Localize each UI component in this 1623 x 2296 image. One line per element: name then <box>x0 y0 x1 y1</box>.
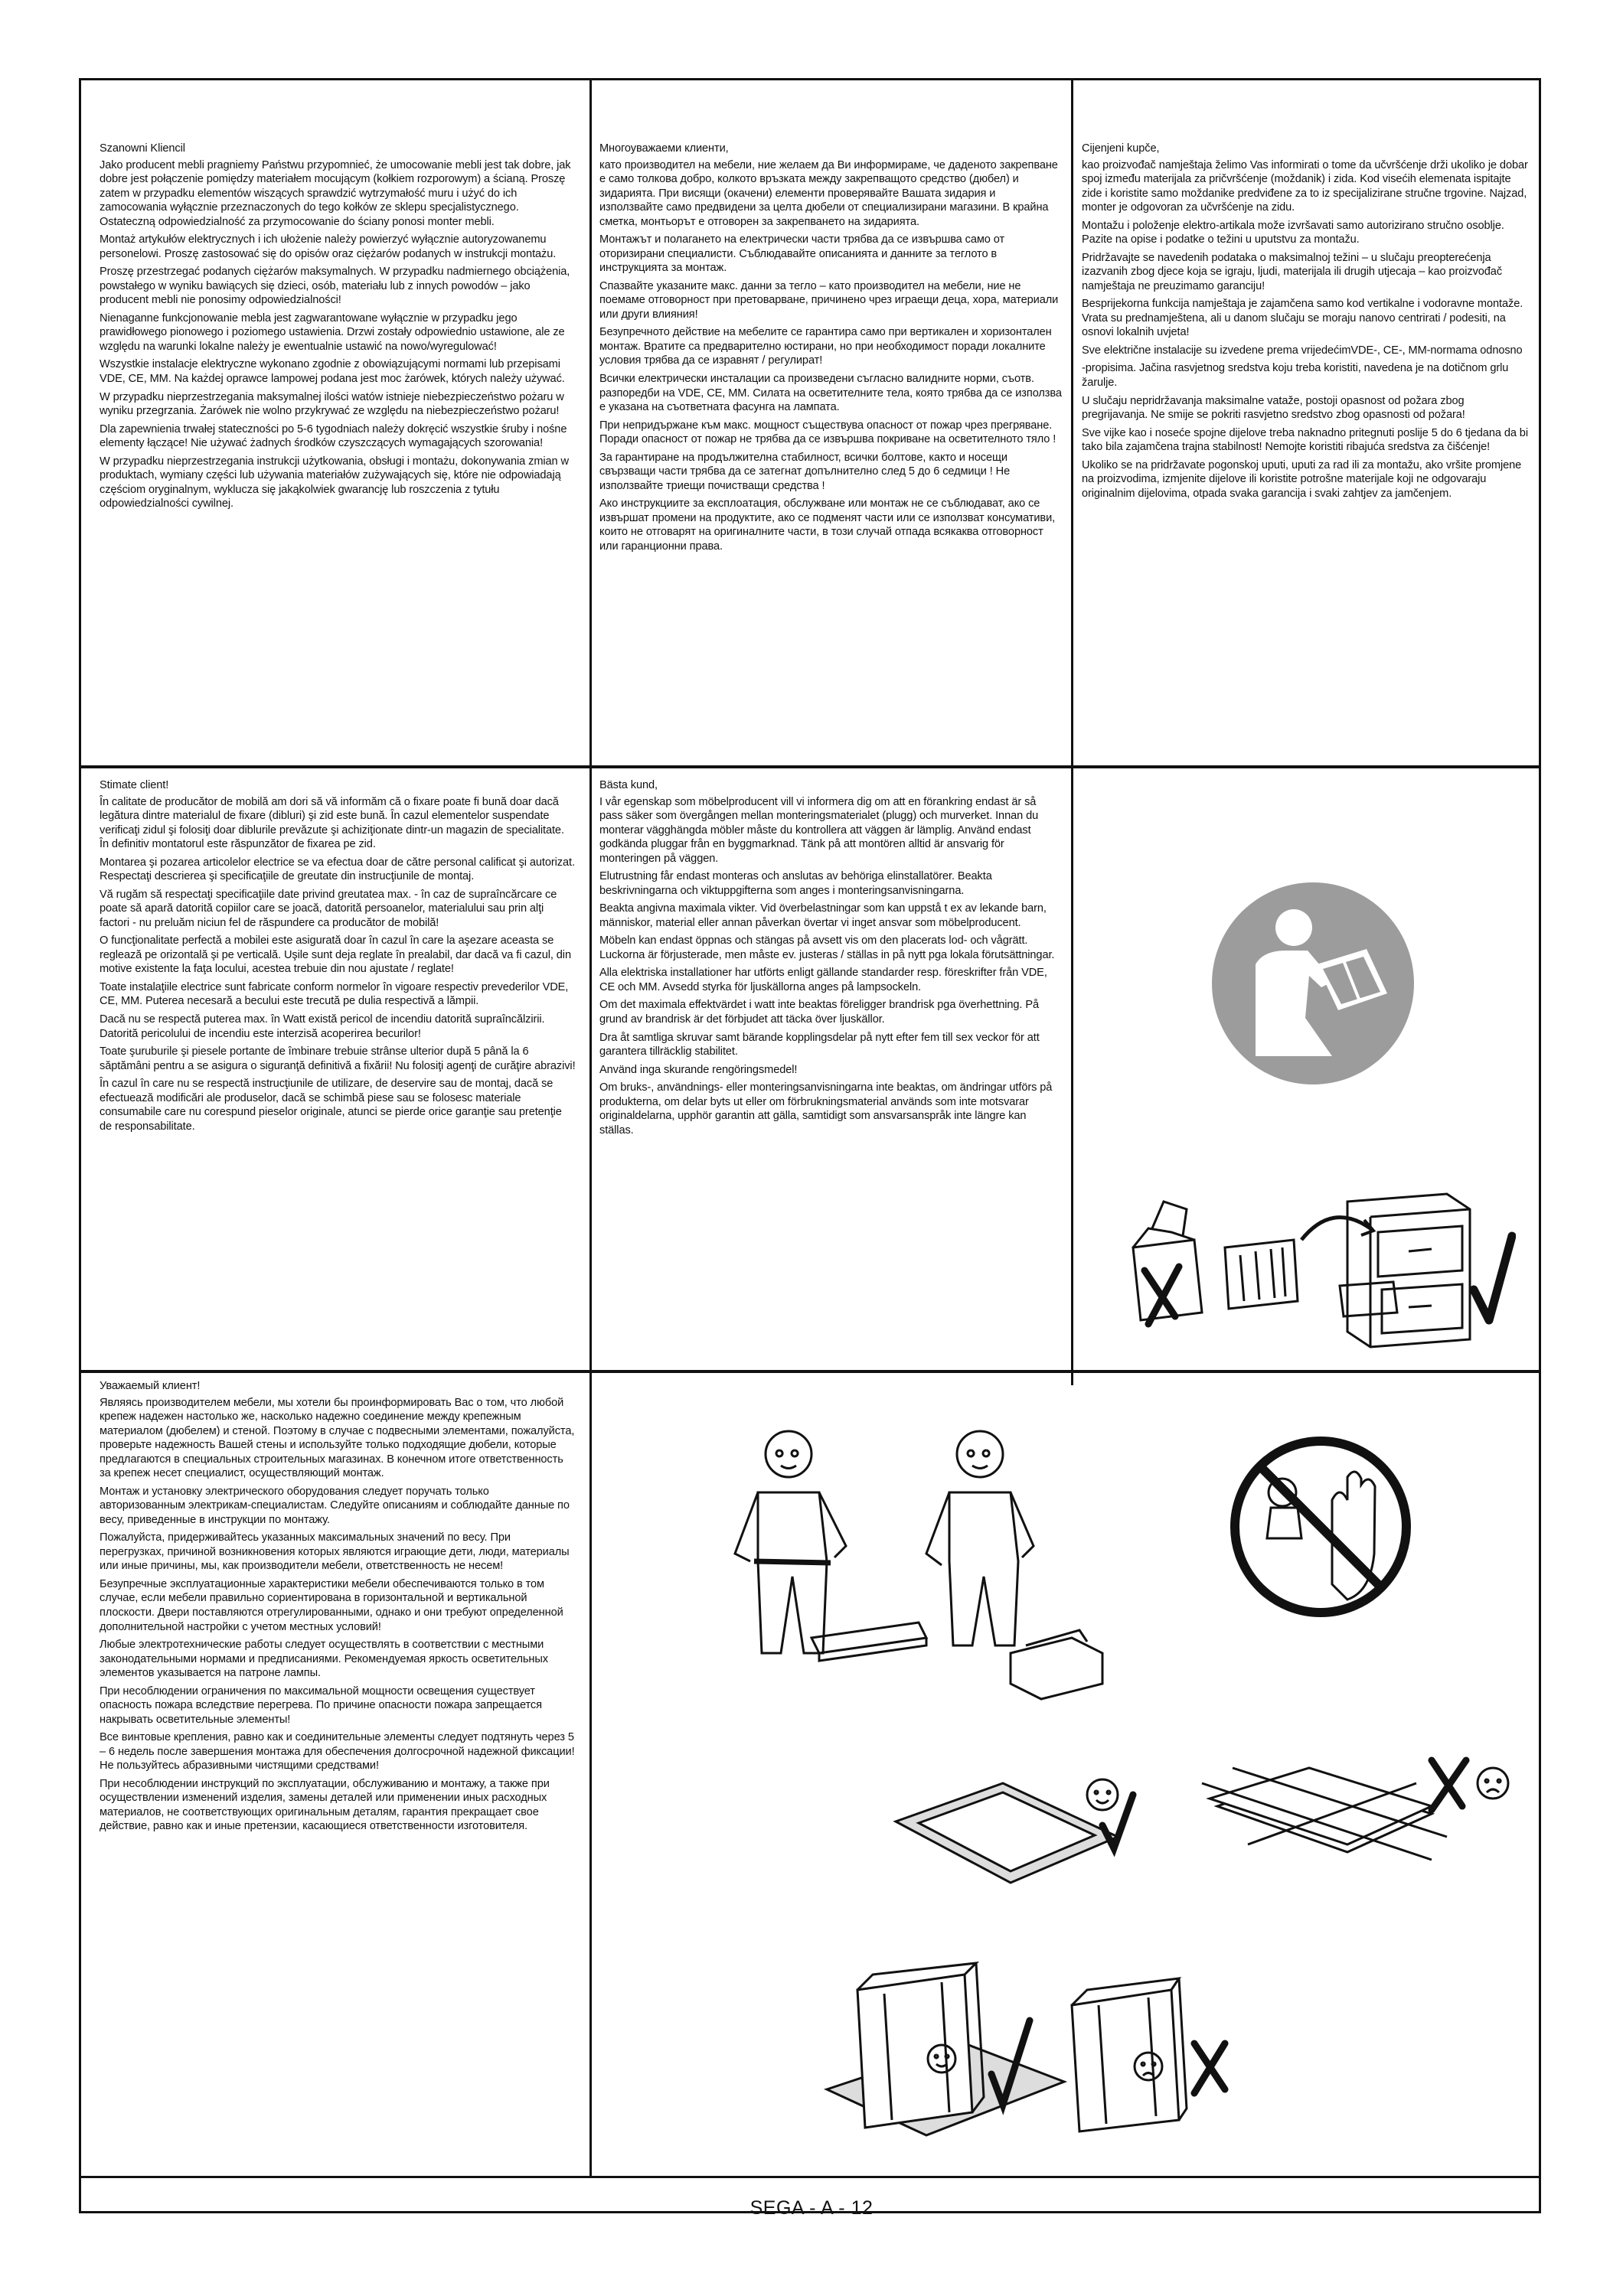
assemble-on-mat-icon <box>880 1753 1539 1921</box>
section-greeting: Многоуважаеми клиенти, <box>599 142 729 155</box>
section-paragraph: kao proizvođač namještaja želimo Vas informirati o tome da učvršćenje drži ukoliko je dobar spoj između materijala za pričvršćenje (moždanik) i zida. Kod visećih elemenata ispitajte zide i koristite samo moždanike predviđene za to iz specijalizirane stručne trgovine. Najzad, monter je odgovoran za učvršćenje na zidu. <box>1082 158 1528 214</box>
section-paragraph: Sve vijke kao i noseće spojne dijelove treba naknadno pritegnuti poslije 5 do 6 tjedana da bi tako bila zajamčena trajna stabilnost! Nemojte koristiti ribajuća sredstva za čišćenje! <box>1082 426 1528 454</box>
two-workers-carrying-board-icon <box>720 1424 1118 1714</box>
section-paragraph: При непридържане към макс. мощност съществува опасност от пожар чрез прегряване. Поради опасност от пожар не трябва да се извършва покриване на осветителното тяло ! <box>599 419 1056 446</box>
section-greeting: Уважаемый клиент! <box>100 1380 201 1392</box>
section-paragraph: U slučaju nepridržavanja maksimalne vataže, postoji opasnost od požara zbog pregrijavanja. Ne smije se pokriti rasvjetno sredstvo zbog opasnosti od požara! <box>1082 394 1465 422</box>
section-paragraph: За гарантиране на продължителна стабилност, всички болтове, както и носещи свързващи части трябва да се затегнат допълнително след 5 до 6 седмици ! Не използвайте триещи почистващи средства ! <box>599 451 1011 492</box>
section-paragraph: Montaż artykułów elektrycznych i ich ułożenie należy powierzyć wyłącznie autoryzowanemu personelowi. Proszę zastosować się do opisów oraz ciężarów podanych w instrukcji montażu. <box>100 233 557 260</box>
section-paragraph: Alla elektriska installationer har utförts enligt gällande standarder resp. föreskrifter från VDE, CE och MM. Avsedd styrka för ljuskällorna anges på lampsockeln. <box>599 967 1047 993</box>
section-paragraph: În calitate de producător de mobilă am dori să vă informăm că o fixare poate fi bună doar dacă legătura dintre materialul de fixare (dibluri) şi zid este bună. În cazul elementelor suspendate verificaţi zidul şi folosiţi doar diblurile prevăzute şi achiziţionate dintr-un magazin de specialitate. În definitiv montatorul este răspunzător de fixarea pe zid. <box>100 795 564 851</box>
section-romanian <box>100 778 576 1364</box>
section-paragraph: Om det maximala effektvärdet i watt inte beaktas föreligger brandrisk pga överhettning. På grund av brandrisk är det förbjudet att täcka över ljuskällor. <box>599 999 1039 1026</box>
section-paragraph: O funcţionalitate perfectă a mobilei este asigurată doar în cazul în care la aşezare aceasta se reglează pe orizontală şi pe verticală. Uşile sunt deja reglate în prealabil, dar dacă va fi cazul, din motive existente la faţa locului, acestea trebuie din nou ajustate / reglate! <box>100 934 571 976</box>
section-paragraph: În cazul în care nu se respectă instrucţiunile de utilizare, de deservire sau de montaj, dacă se efectuează modificări ale produselor, dacă se schimbă piese sau se folosesc materiale consumabile care nu corespund pieselor originale, atunci se pierde orice garanţie sau pretenţie de responsabilitate. <box>100 1078 562 1133</box>
section-paragraph: Vă rugăm să respectaţi specificaţiile date privind greutatea max. - în caz de supraîncărcare ce poate să apară datorită copiilor care se joacă, datorită persoanelor, materialului sau prin alţi factori - nu preluăm niciun fel de răspundere ca producător de mobilă! <box>100 888 557 929</box>
section-paragraph: Sve električne instalacije su izvedene prema vrijedećimVDE-, CE-, MM-normama odnosno <box>1082 344 1523 357</box>
section-paragraph: -propisima. Jačina rasvjetnog sredstva koju treba koristiti, navedena je na dotičnom grlu žarulje. <box>1082 362 1509 389</box>
section-paragraph: Möbeln kan endast öppnas och stängas på avsett vis om den placerats lod- och vågrätt. Luckorna är förjusterade, men måste ev. justeras / ställas in på nytt pga lokala förutsättningar. <box>599 934 1055 961</box>
section-paragraph: Elutrustning får endast monteras och anslutas av behöriga elinstallatörer. Beakta beskrivningarna och viktuppgifterna som anges i monteringsanvisningarna. <box>599 870 992 897</box>
section-paragraph: Nienaganne funkcjonowanie mebla jest zagwarantowane wyłącznie w przypadku jego prawidłowego pionowego i poziomego ustawienia. Drzwi zostały odpowiednio ustawione, ale ze względu na warunki lokalne należy je ewentualnie ustawić na nowo/wyregulować! <box>100 311 565 353</box>
section-paragraph: Toate şuruburile şi piesele portante de îmbinare trebuie strânse ulterior după 5 până la 6 săptămâni pentru a se asigura o siguranţă definitivă a fixării! Nu folosiţi agenţi de curăţire abrazivi! <box>100 1045 576 1072</box>
section-paragraph: Все винтовые крепления, равно как и соединительные элементы следует подтянуть через 5 – 6 недель после завершения монтажа для обеспечения долгосрочной надежной фиксации! Не пользуйтесь абразивными чистящими средствами! <box>100 1731 575 1773</box>
section-paragraph: W przypadku nieprzestrzegania maksymalnej ilości watów istnieje niebezpieczeństwo pożaru w wyniku przegrzania. Żarówek nie wolno przykrywać ze względu na niebezpieczeństwo pożaru! <box>100 390 564 418</box>
section-greeting: Szanowni Kliencil <box>100 142 185 155</box>
section-paragraph: Besprijekorna funkcija namještaja je zajamčena samo kod vertikalne i vodoravne montaže. Vrata su prednamještena, ali u danom slučaju se moraju nanovo centrirati / podesiti, na osnovi lokalnih uvjeta! <box>1082 298 1523 339</box>
section-paragraph: като производител на мебели, ние желаем да Ви информираме, че даденото закрепване е само толкова добро, колкото връзката между закрепващото средство (дюбел) и зидарията. При висящи (окачени) елементи проверявайте Вашата зидария и използвайте само предвидени за целта дюбели от специализирани магазини. В крайна сметка, монтьорът е отговорен за закрепването на зидарията. <box>599 158 1058 228</box>
row-divider-middle <box>81 1370 1539 1373</box>
section-greeting: Bästa kund, <box>599 779 658 791</box>
section-paragraph: Toate instalaţiile electrice sunt fabricate conform normelor în vigoare respectiv prevederilor VDE, CE, MM. Puterea necesară a becului este trecută pe dulia respectivă a lămpii. <box>100 980 569 1008</box>
section-paragraph: Montarea şi pozarea articolelor electrice se va efectua doar de către personal calificat şi autorizat. Respectaţi descrierea şi specificaţiile de greutate din instrucţiunile de montaj. <box>100 856 575 883</box>
section-polish <box>100 142 576 758</box>
page-footer: SEGA - A - 12 <box>749 2197 874 2219</box>
section-paragraph: Dra åt samtliga skruvar samt bärande kopplingsdelar på nytt efter fem till sex veckor för att garantera tillräcklig stabilitet. <box>599 1031 1040 1058</box>
section-greeting: Cijenjeni kupče, <box>1082 142 1160 155</box>
section-russian <box>100 1379 576 2171</box>
section-croatian <box>1082 142 1530 758</box>
section-paragraph: Ако инструкциите за експлоатация, обслужване или монтаж не се съблюдават, ако се извършат промени на продуктите, ако се подменят части или се използват консумативи, които не отговарят на оригиналните части, в този случай отпада всякаква отговорност или гаранционни права. <box>599 497 1056 553</box>
section-paragraph: W przypadku nieprzestrzegania instrukcji użytkowania, obsługi i montażu, dokonywania zmian w produktach, wymiany części lub używania materiałów zużywających się, które nie odpowiadają częściom oryginalnym, wyklucza się jakąkolwiek gwarancję lub roszczenia z tytułu odpowiedzialności cywilnej. <box>100 455 569 510</box>
column-divider-right <box>1071 80 1073 1385</box>
section-paragraph: Любые электротехнические работы следует осуществлять в соответствии с местными законодательными нормами и предписаниями. Рекомендуемая яркость осветительных элементов указывается на патроне лампы. <box>100 1639 548 1680</box>
section-paragraph: Являясь производителем мебели, мы хотели бы проинформировать Вас о том, что любой крепеж надежен настолько же, насколько надежно соединение между крепежным материалом (дюбелем) и стеной. Поэтому в случае с подвесными элементами, пожалуйста, проверьте надежность Вашей стены и используйте только подходящие дюбели, которые предлагаются в специальных строительных магазинах. В конечном итоге ответственность за крепеж несет специалист, осуществляющий монтаж. <box>100 1396 575 1480</box>
section-greeting: Stimate client! <box>100 779 169 791</box>
section-paragraph: Безупречные эксплуатационные характеристики мебели обеспечиваются только в том случае, если мебели правильно сориентирована в горизонтальной и вертикальной плоскости. Двери поставляются отрегулированными, однако и они требуют определенной дополнительной настройки с учетом местных условий! <box>100 1577 563 1633</box>
section-paragraph: Dla zapewnienia trwałej stateczności po 5-6 tygodniach należy dokręcić wszystkie śruby i nośne elementy łączące! Nie używać żadnych środków czyszczących wymagających szorowania! <box>100 422 567 450</box>
section-paragraph: Ukoliko se na pridržavate pogonskoj uputi, uputi za rad ili za montažu, ako vršite promjene na proizvodima, izmjenite dijelove ili koristite potrošne materijale koji ne odgovaraju originalnim dijelovima, otpada svaka garancija i svaki zahtjev za jamčenjem. <box>1082 458 1522 500</box>
read-instructions-icon <box>1210 880 1416 1087</box>
cabinet-on-mat-icon <box>812 1959 1317 2151</box>
section-bulgarian <box>599 142 1062 758</box>
section-paragraph: Dacă nu se respectă puterea max. în Watt există pericol de incendiu datorită supraîncălzirii. Datorită pericolului de incendiu este interzisă acoperirea becurilor! <box>100 1013 545 1040</box>
section-paragraph: При несоблюдении инструкций по эксплуатации, обслуживанию и монтажу, а также при осуществлении изменений изделия, замены деталей или применении иных расходных материалов, не соответствующих оригинальным деталям, гарантия прекращает свое действие, равно как и иные претензии, касающиеся ответственности изготовителя. <box>100 1777 550 1833</box>
section-paragraph: Montažu i položenje elektro-artikala može izvršavati samo autorizirano stručno osoblje. Pazite na opise i podatke o težini u uputstvu za montažu. <box>1082 219 1504 246</box>
section-swedish <box>599 778 1062 1364</box>
section-paragraph: Om bruks-, användnings- eller monteringsanvisningarna inte beaktas, om ändringar utförs på produkterna, om delar byts ut eller om förbrukningsmaterial används som inte motsvarar originaldelarna, upphör garantin att gälla, samtidigt som ansvarsanspråk inte längre kan ställas. <box>599 1081 1053 1137</box>
section-paragraph: I vår egenskap som möbelproducent vill vi informera dig om att en förankring endast är så pass säker som övergången mellan monteringsmaterialet (plugg) och murverket. Innan du monterar vägghängda möbler måste du kontrollera att väggen är lämplig. Använd endast godkända pluggar från en byggmarknad. Tänk på att montören alltid är ansvarig för monteringen på väggen. <box>599 795 1039 865</box>
section-paragraph: Всички електрически инсталации са произведени съгласно валидните норми, съотв. разпоредби на VDE, CE, MM. Силата на осветителните тела, която трябва да се използва е указана на съответната фасунга на лампата. <box>599 372 1062 414</box>
column-divider-left <box>589 80 592 2176</box>
section-paragraph: Спазвайте указаните макс. данни за тегло – като производител на мебели, ние не поемаме отговорност при претоварване, причинено чрез играещи деца, хора, материали или други влияния! <box>599 279 1059 321</box>
section-paragraph: При несоблюдении ограничения по максимальной мощности освещения существует опасность пожара вследствие перегрева. По причине опасности пожара запрещается накрывать осветительные элементы! <box>100 1684 542 1726</box>
section-paragraph: Använd inga skurande rengöringsmedel! <box>599 1063 798 1076</box>
section-paragraph: Pridržavajte se navedenih podataka o maksimalnoj težini – u slučaju preopterećenja izazvanih zbog djece koja se igraju, ljudi, materijala ili drugih utjecaja – kao proizvođač namještaja ne preuzimamo garanciju! <box>1082 251 1503 292</box>
section-paragraph: Jako producent mebli pragniemy Państwu przypomnieć, że umocowanie mebli jest tak dobre, jak dobre jest połączenie pomiędzy materiałem mocującym (kołkiem rozporowym) a ścianą. Proszę zatem w przypadku elementów wiszących sprawdzić wytrzymałość muru i użyć do ich zamocowania wyłącznie przeznaczonych do tego kołków ze sklepu specjalistycznego. Ostateczną odpowiedzialność za przymocowanie do ściany ponosi monter mebli. <box>100 158 571 228</box>
no-children-hand-icon <box>1225 1431 1416 1623</box>
section-paragraph: Beakta angivna maximala vikter. Vid överbelastningar som kan uppstå t ex av lekande barn, människor, material eller annan påverkan övertar vi inget ansvar som möbelproducent. <box>599 902 1047 929</box>
section-paragraph: Пожалуйста, придерживайтесь указанных максимальных значений по весу. При перегрузках, причиной возникновения которых являются играющие дети, люди, материалы или иные причины, мы, как производители мебели, ответственность не несем! <box>100 1531 570 1573</box>
section-paragraph: Безупречното действие на мебелите се гарантира само при вертикален и хоризонтален монтаж. Вратите са предварително юстирани, но при необходимост поради локалните условия трябва да се изравнят / регулират! <box>599 326 1052 367</box>
section-paragraph: Монтаж и установку электрического оборудования следует поручать только авторизованным электрикам-специалистам. Следуйте описаниям и соблюдайте данные по весу, приведенные в инструкции по монтажу. <box>100 1485 570 1526</box>
section-paragraph: Wszystkie instalacje elektryczne wykonano zgodnie z obowiązującymi normami lub przepisami VDE, CE, MM. Na każdej oprawce lampowej podana jest moc żarówek, których należy używać. <box>100 358 565 385</box>
section-paragraph: Proszę przestrzegać podanych ciężarów maksymalnych. W przypadku nadmiernego obciążenia, powstałego w wyniku bawiących się dzieci, osób, materiału lub z innych powodów – jako producent mebli nie ponosimy odpowiedzialności! <box>100 266 570 307</box>
footer-divider <box>81 2176 1539 2178</box>
storage-cabinet-with-check-icon <box>1118 1156 1516 1362</box>
row-divider-top <box>81 765 1539 768</box>
section-paragraph: Монтажът и полагането на електрически части трябва да се извършва само от оторизирани специалисти. Съблюдавайте описанията и данните за теглото в инструкцията за монтаж. <box>599 233 1005 275</box>
